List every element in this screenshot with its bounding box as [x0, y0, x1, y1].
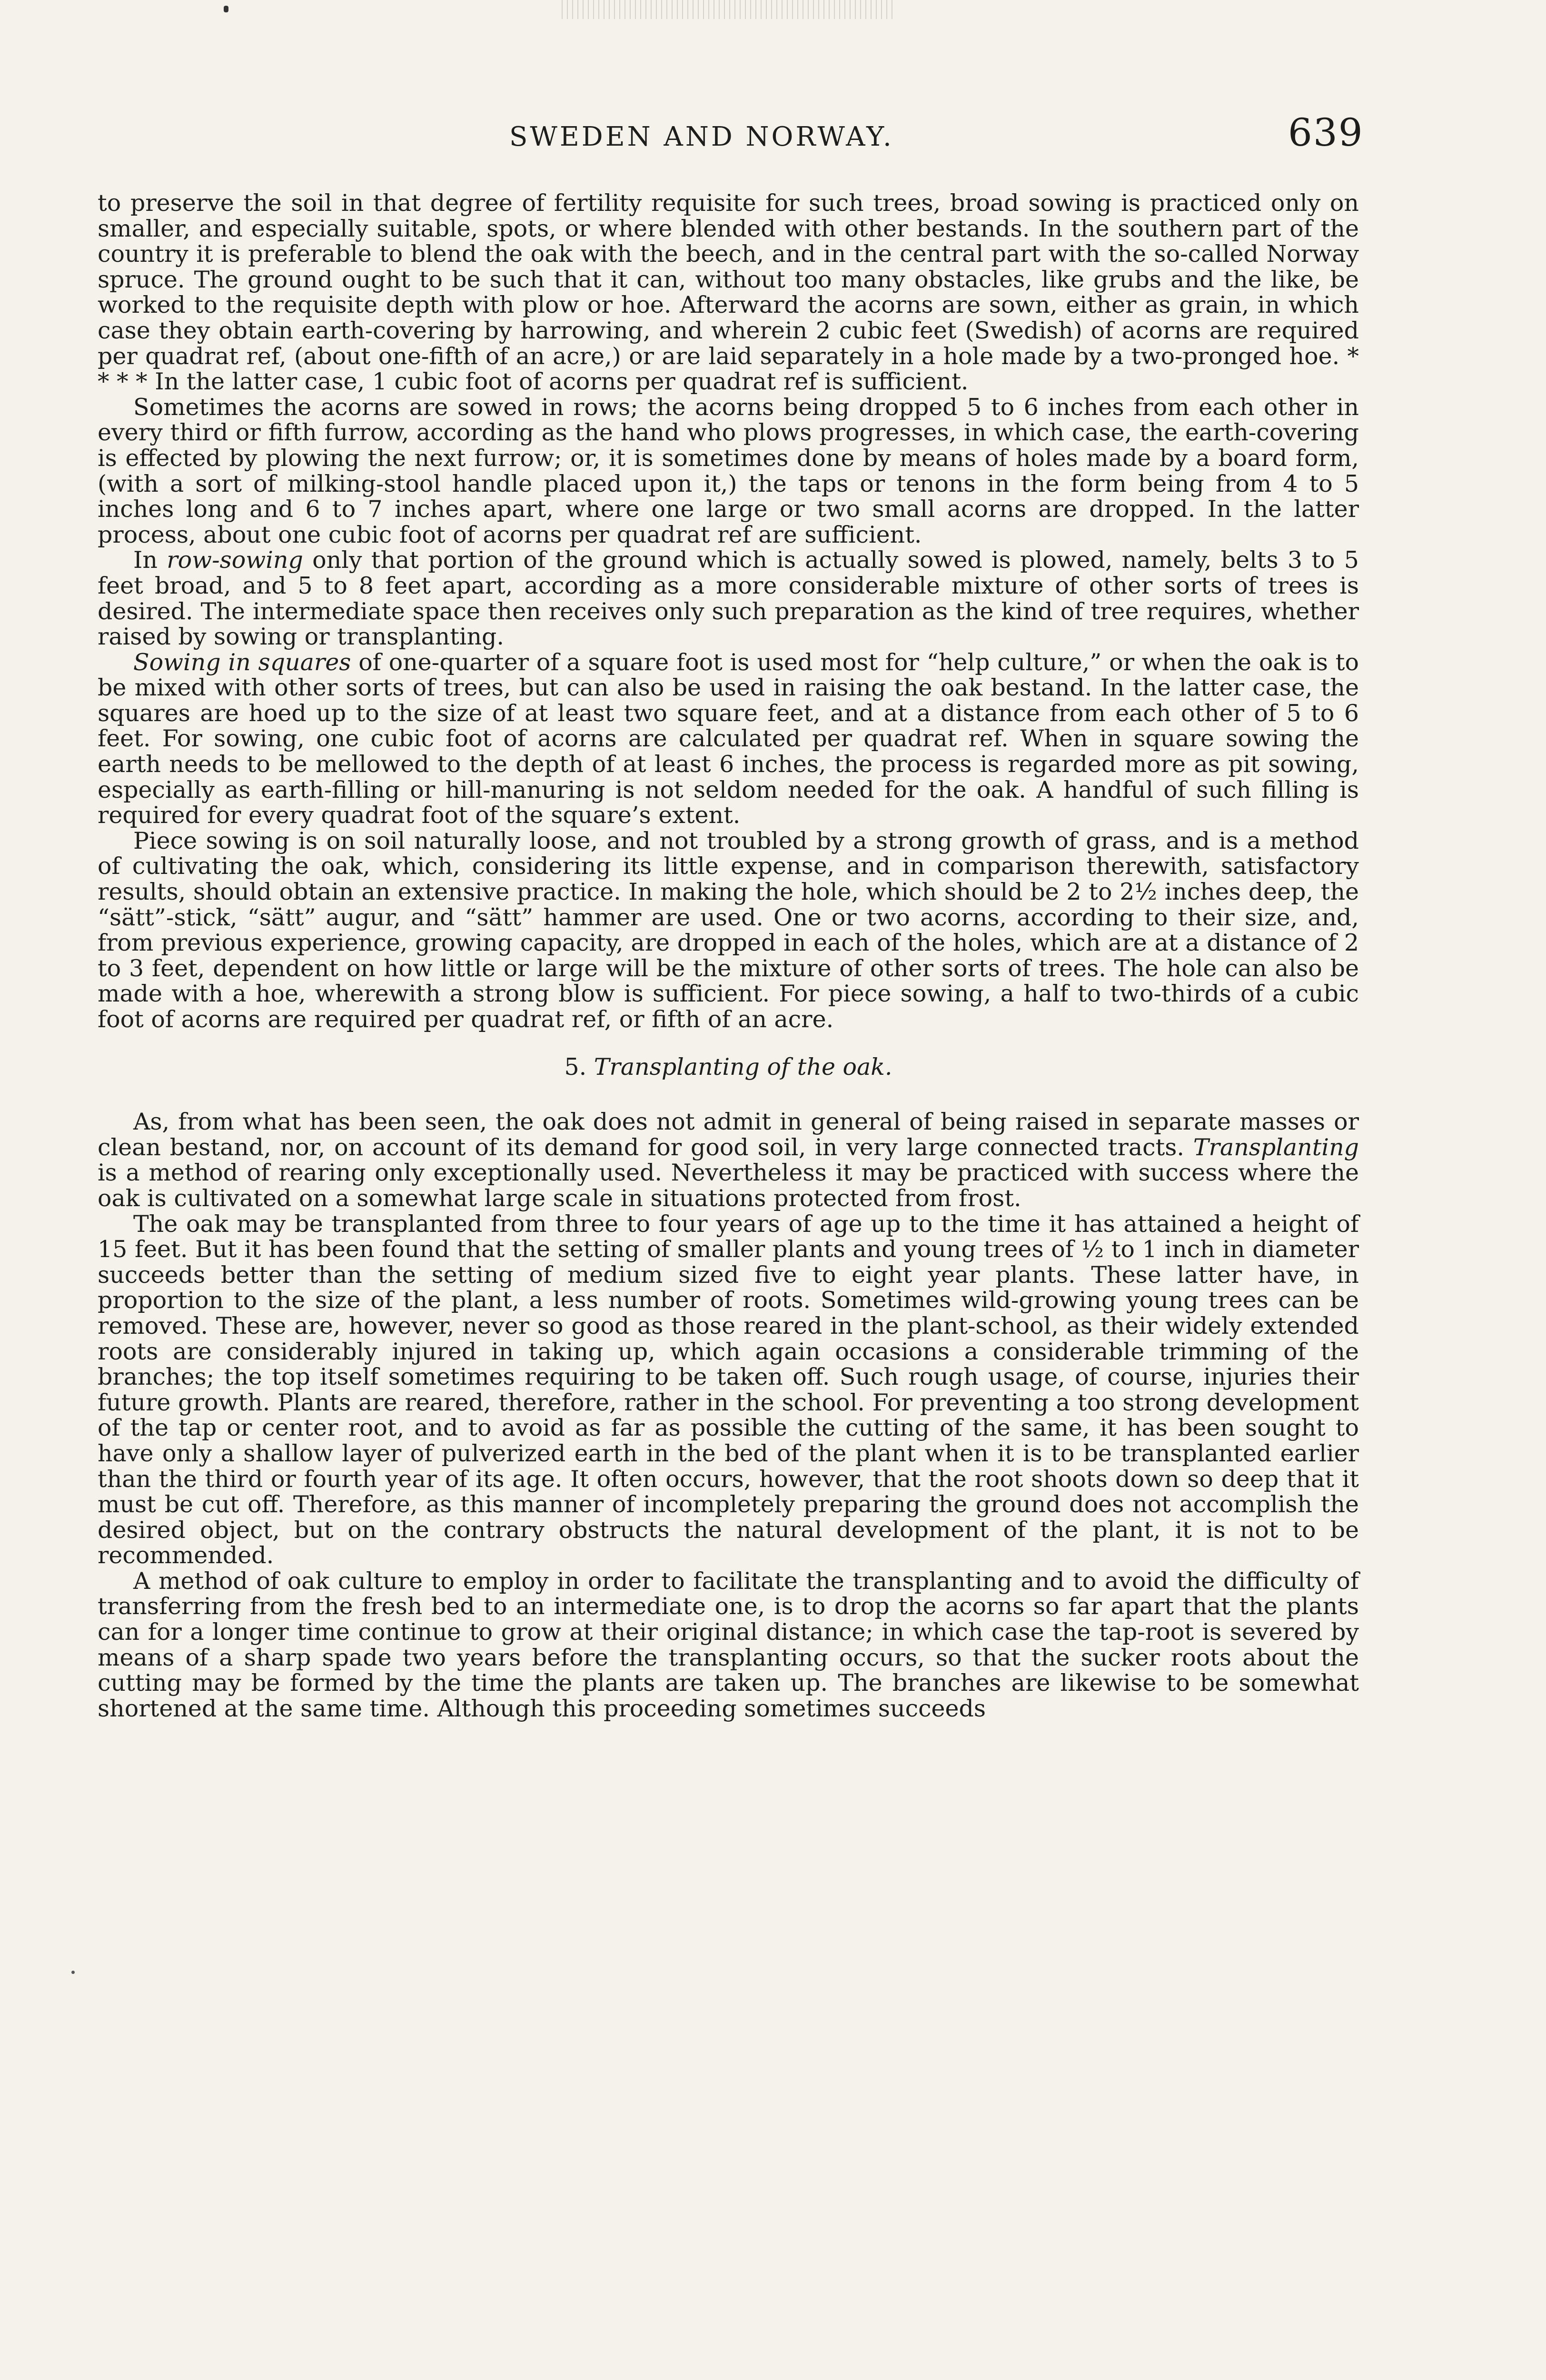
paragraph-row-sowing-acorns: Sometimes the acorns are sowed in rows; the acorns being dropped 5 to 6 inches from each other in every third or fifth furrow, according as the hand who plows progresses, in which case, the earth-covering is effected by plowing the next furrow; or, it is sometimes done by means of holes made by a board form, (with a sort of milking-stool handle placed upon it,) the taps or tenons in the form being from 4 to 5 inches long and 6 to 7 inches apart, where one large or two small acorns are dropped. In the latter process, about one cubic foot of acorns per quadrat ref are sufficient. [98, 393, 1359, 548]
paragraph-body: is a method of rearing only exceptionally used. Nevertheless it may be practiced with success where the oak is cultivated on a somewhat large scale in situations protected from frost. [98, 1159, 1359, 1212]
page-number: 639 [1288, 110, 1364, 155]
term-transplanting: Transplanting [1193, 1133, 1359, 1161]
paragraph-sowing-in-squares [98, 650, 1359, 828]
section-heading [98, 1054, 1359, 1080]
paragraph-lead: As, from what has been seen, the oak does not admit in general of being raised in separate masses or clean bestand, nor, on account of its demand for good soil, in very large connected tracts. [98, 1108, 1359, 1161]
section-number: 5. [564, 1053, 594, 1081]
paragraph-transplant-age: The oak may be transplanted from three to four years of age up to the time it has attained a height of 15 feet. But it has been found that the setting of smaller plants and young trees of ½ to 1 inch in diameter succeeds better than the setting of medium sized five to eight year plants. These latter have, in proportion to the size of the plant, a less number of roots. Sometimes wild-growing young trees can be removed. These are, however, never so good as those reared in the plant-school, as their widely extended roots are considerably injured in taking up, which again occasions a considerable trimming of the branches; the top itself sometimes requiring to be taken off. Such rough usage, of course, injuries their future growth. Plants are reared, therefore, rather in the school. For preventing a too strong development of the tap or center root, and to avoid as far as possible the cutting of the same, it has been sought to have only a shallow layer of pulverized earth in the bed of the plant when it is to be transplanted earlier than the third or fourth year of its age. It often occurs, however, that the root shoots down so deep that it must be cut off. Therefore, as this manner of incompletely preparing the ground does not accomplish the desired object, but on the contrary obstructs the natural development of the plant, it is not to be recommended. [98, 1210, 1359, 1569]
paragraph-continued: to preserve the soil in that degree of fertility requisite for such trees, broad sowing is practiced only on smaller, and especially suitable, spots, or where blended with other bestands. In the southern part of the country it is preferable to blend the oak with the beech, and in the central part with the so-called Norway spruce. The ground ought to be such that it can, without too many obstacles, like grubs and the like, be worked to the requisite depth with plow or hoe. Afterward the acorns are sown, either as grain, in which case they obtain earth-covering by harrowing, and wherein 2 cubic feet (Swedish) of acorns are required per quadrat ref, (about one-fifth of an acre,) or are laid separately in a hole made by a two-pronged hoe. * * * * In the latter case, 1 cubic foot of acorns per quadrat ref is sufficient. [98, 189, 1359, 396]
section-title: Transplanting of the oak. [594, 1053, 892, 1081]
bleed-through-marks [562, 0, 895, 19]
body-text [98, 190, 1359, 1721]
paragraph-lead: In [133, 546, 167, 574]
paragraph-body: only that portion of the ground which is actually sowed is plowed, namely, belts 3 to 5 feet broad, and 5 to 8 feet apart, according as a more considerable mixture of other sorts of trees is desired. The intermediate space then receives only such preparation as the kind of tree requires, whether raised by sowing or transplanting. [98, 546, 1359, 651]
paragraph-transplanting-intro [98, 1109, 1359, 1211]
term-row-sowing: row-sowing [167, 546, 303, 574]
margin-mark [71, 1971, 75, 1974]
ink-speck [224, 6, 228, 12]
paragraph-oak-culture-method: A method of oak culture to employ in order to facilitate the transplanting and to avoid the difficulty of transferring from the fresh bed to an intermediate one, is to drop the acorns so far apart that the plants can for a longer time continue to grow at their original distance; in which case the tap-root is severed by means of a sharp spade two years before the transplanting occurs, so that the sucker roots about the cutting may be formed by the time the plants are taken up. The branches are likewise to be somewhat shortened at the same time. Although this proceeding sometimes succeeds [98, 1567, 1359, 1722]
running-head: SWEDEN AND NORWAY. [509, 121, 894, 152]
term-sowing-in-squares: Sowing in squares [133, 648, 351, 676]
paragraph-body: of one-quarter of a square foot is used most for “help culture,” or when the oak is to be mixed with other sorts of trees, but can also be used in raising the oak bestand. In the latter case, the squares are hoed up to the size of at least two square feet, and at a distance from each other of 5 to 6 feet. For sowing, one cubic foot of acorns are calculated per quadrat ref. When in square sowing the earth needs to be mellowed to the depth of at least 6 inches, the process is regarded more as pit sowing, especially as earth-filling or hill-manuring is not seldom needed for the oak. A handful of such filling is required for every quadrat foot of the square’s extent. [98, 648, 1359, 829]
paragraph-piece-sowing: Piece sowing is on soil naturally loose, and not troubled by a strong growth of grass, and is a method of cultivating the oak, which, considering its little expense, and in comparison therewith, satisfactory results, should obtain an extensive practice. In making the hole, which should be 2 to 2½ inches deep, the “sätt”-stick, “sätt” augur, and “sätt” hammer are used. One or two acorns, according to their size, and, from previous experience, growing capacity, are dropped in each of the holes, which are at a distance of 2 to 3 feet, dependent on how little or large will be the mixture of other sorts of trees. The hole can also be made with a hoe, wherewith a strong blow is sufficient. For piece sowing, a half to two-thirds of a cubic foot of acorns are required per quadrat ref, or fifth of an acre. [98, 827, 1359, 1033]
paragraph-row-sowing [98, 547, 1359, 649]
